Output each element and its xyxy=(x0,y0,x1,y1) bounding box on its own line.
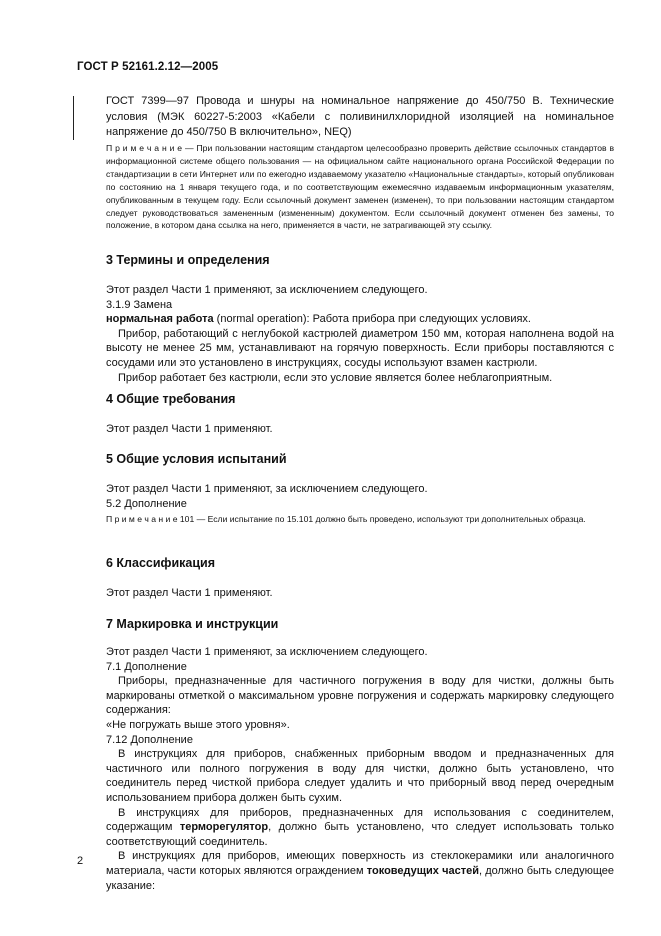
note-101 xyxy=(106,513,614,526)
term-rest: (normal operation): Работа прибора при следующих условиях. xyxy=(213,313,531,326)
section-6-text: Этот раздел Части 1 применяют. xyxy=(106,587,273,599)
section-5-intro: Этот раздел Части 1 применяют, за исключением следующего. xyxy=(106,483,428,495)
para-4-bold: токоведущих частей xyxy=(366,864,479,877)
section-4-heading: 4 Общие требования xyxy=(106,392,236,406)
note-label: П р и м е ч а н и е — xyxy=(106,143,194,153)
section-7-para-4 xyxy=(106,849,614,893)
para-3-start: В инструкциях для приборов, предназначенных для использования с соединителем, содержащим xyxy=(106,806,614,834)
note-text: При пользовании настоящим стандартом целесообразно проверить действие ссылочных стандартов в информационной системе общего пользования — на официальном сайте национального органа Российской Федерации по стандартизации в сети Интернет или по ежегодно издаваемому указателю «Национальные стандарты», который опубликован по состоянию на 1 января текущего года, и по соответствующим ежемесячно издаваемым информационным указателям, опубликованным в текущем году. Если ссылочный документ заменен (изменен), то при пользовании настоящим стандартом следует руководствоваться замененным (измененным) документом. Если ссылочный документ отменен без замены, то положение, в котором дана ссылка на него, применяется в части, не затрагивающей эту ссылку. xyxy=(106,143,615,231)
section-6-heading: 6 Классификация xyxy=(106,556,216,570)
section-3-para-2: Прибор работает без кастрюли, если это условие является более неблагоприятным. xyxy=(118,371,553,384)
normative-reference xyxy=(106,94,614,141)
document-header: ГОСТ Р 52161.2.12—2005 xyxy=(77,61,219,73)
para-3-end: , должно быть установлено, что следует использовать только соответствующий соединитель. xyxy=(106,821,614,848)
para-3-bold: терморегулятор xyxy=(179,821,269,834)
term-bold: нормальная работа xyxy=(106,313,214,326)
section-3-heading: 3 Термины и определения xyxy=(106,253,270,267)
section-7-body xyxy=(106,645,614,893)
para-4-start: В инструкциях для приборов, имеющих поверхность из стеклокерамики или аналогичного материала, части которых являются ограждением xyxy=(106,850,614,877)
clause-5-2: 5.2 Дополнение xyxy=(106,497,187,510)
section-3-body xyxy=(106,283,614,385)
section-7-quote: «Не погружать выше этого уровня». xyxy=(106,718,290,731)
section-7-heading: 7 Маркировка и инструкции xyxy=(106,617,279,631)
section-7-para-2: В инструкциях для приборов, снабженных приборным вводом и предназначенных для частичного или полного погружения в воду для чистки, должно быть установлено, что соединитель перед чисткой прибора следует удалить и что приборный ввод перед очередным использованием прибора должен быть сухим. xyxy=(106,748,614,804)
note-referenced-standards xyxy=(106,142,614,232)
section-7-intro: Этот раздел Части 1 применяют, за исключением следующего. xyxy=(106,646,428,658)
section-7-para-1: Приборы, предназначенные для частичного погружения в воду для чистки, должны быть маркированы отметкой о максимальном уровне погружения и содержать маркировку следующего содержания: xyxy=(106,675,614,717)
clause-7-12: 7.12 Дополнение xyxy=(106,733,193,746)
page-number: 2 xyxy=(77,855,84,867)
normative-reference-text: ГОСТ 7399—97 Провода и шнуры на номинальное напряжение до 450/750 В. Технические условия (МЭК 60227-5:2003 «Кабели с поливинилхлоридной изоляцией на номинальное напряжение до 450/750 В включительно», NEQ) xyxy=(106,95,614,138)
section-4-text: Этот раздел Части 1 применяют. xyxy=(106,423,273,435)
term-definition xyxy=(106,312,614,327)
section-5-heading: 5 Общие условия испытаний xyxy=(106,452,287,466)
clause-3-1-9: 3.1.9 Замена xyxy=(106,298,173,311)
section-5-body xyxy=(106,482,614,511)
section-3-para-1: Прибор, работающий с неглубокой кастрюлей диаметром 150 мм, которая наполнена водой на высоту не менее 25 мм, устанавливают на горячую поверхность. Если приборы поставляются с сосудами или это установлено в инструкциях, сосуды используют взамен кастрюли. xyxy=(106,327,614,369)
note-101-label: П р и м е ч а н и е 101 — xyxy=(106,514,206,524)
note-101-text: Если испытание по 15.101 должно быть проведено, используют три дополнительных образца. xyxy=(207,514,586,524)
change-bar xyxy=(73,96,74,140)
clause-7-1: 7.1 Дополнение xyxy=(106,660,187,673)
para-4-end: , должно быть следующее указание: xyxy=(106,864,614,892)
section-3-intro: Этот раздел Части 1 применяют, за исключением следующего. xyxy=(106,284,428,296)
section-7-para-3 xyxy=(106,806,614,850)
